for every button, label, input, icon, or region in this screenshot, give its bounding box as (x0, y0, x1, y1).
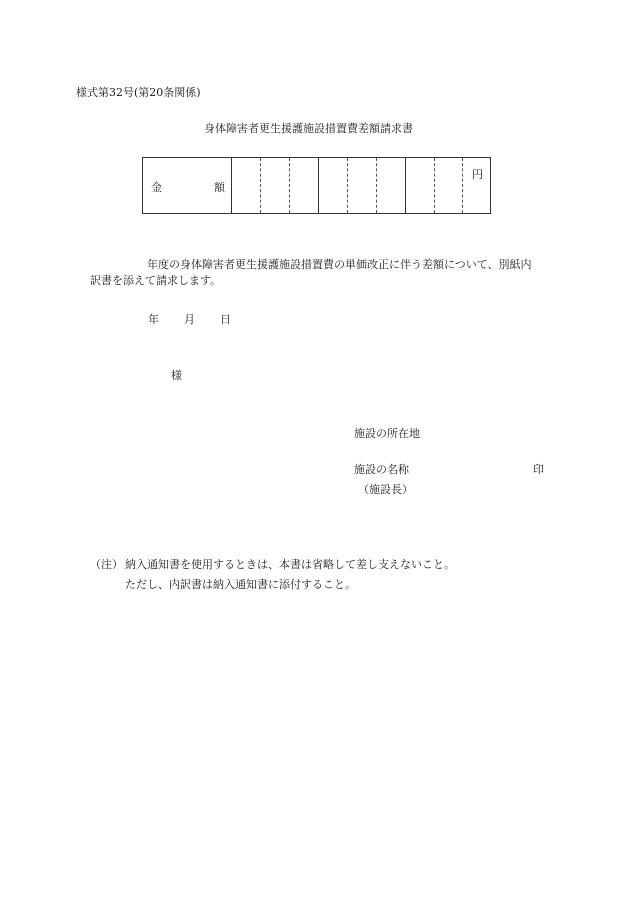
digit-group-divider (318, 158, 319, 213)
digit-divider (347, 158, 348, 213)
facility-name-label: 施設の名称 (354, 463, 409, 476)
yen-unit: 円 (472, 168, 483, 181)
amount-label-kin: 金 (151, 181, 162, 194)
digit-divider (434, 158, 435, 213)
form-number: 様式第32号(第20条関係) (76, 86, 201, 99)
amount-label-gaku: 額 (214, 181, 225, 194)
note-line-2: ただし、内訳書は納入通知書に添付すること。 (125, 578, 356, 591)
note-label: （注） (90, 558, 123, 571)
addressee-honorific: 様 (171, 369, 182, 382)
note-line-1: 納入通知書を使用するときは、本書は省略して差し支えないこと。 (125, 558, 455, 571)
digit-divider (462, 158, 463, 213)
document-title: 身体障害者更生援護施設措置費差額請求書 (204, 122, 413, 135)
digit-group-divider (405, 158, 406, 213)
body-text-line-1: 年度の身体障害者更生援護施設措置費の単価改正に伴う差額について、別紙内 (147, 258, 532, 271)
body-text-line-2: 訳書を添えて請求します。 (90, 274, 222, 287)
facility-director-label: （施設長） (358, 483, 413, 496)
table-divider (231, 158, 232, 213)
amount-table (142, 157, 491, 214)
seal-mark: 印 (533, 463, 544, 476)
date-month-label: 月 (184, 313, 195, 326)
date-year-label: 年 (148, 313, 159, 326)
digit-divider (376, 158, 377, 213)
digit-divider (289, 158, 290, 213)
digit-divider (260, 158, 261, 213)
facility-address-label: 施設の所在地 (354, 427, 420, 440)
date-day-label: 日 (220, 313, 231, 326)
